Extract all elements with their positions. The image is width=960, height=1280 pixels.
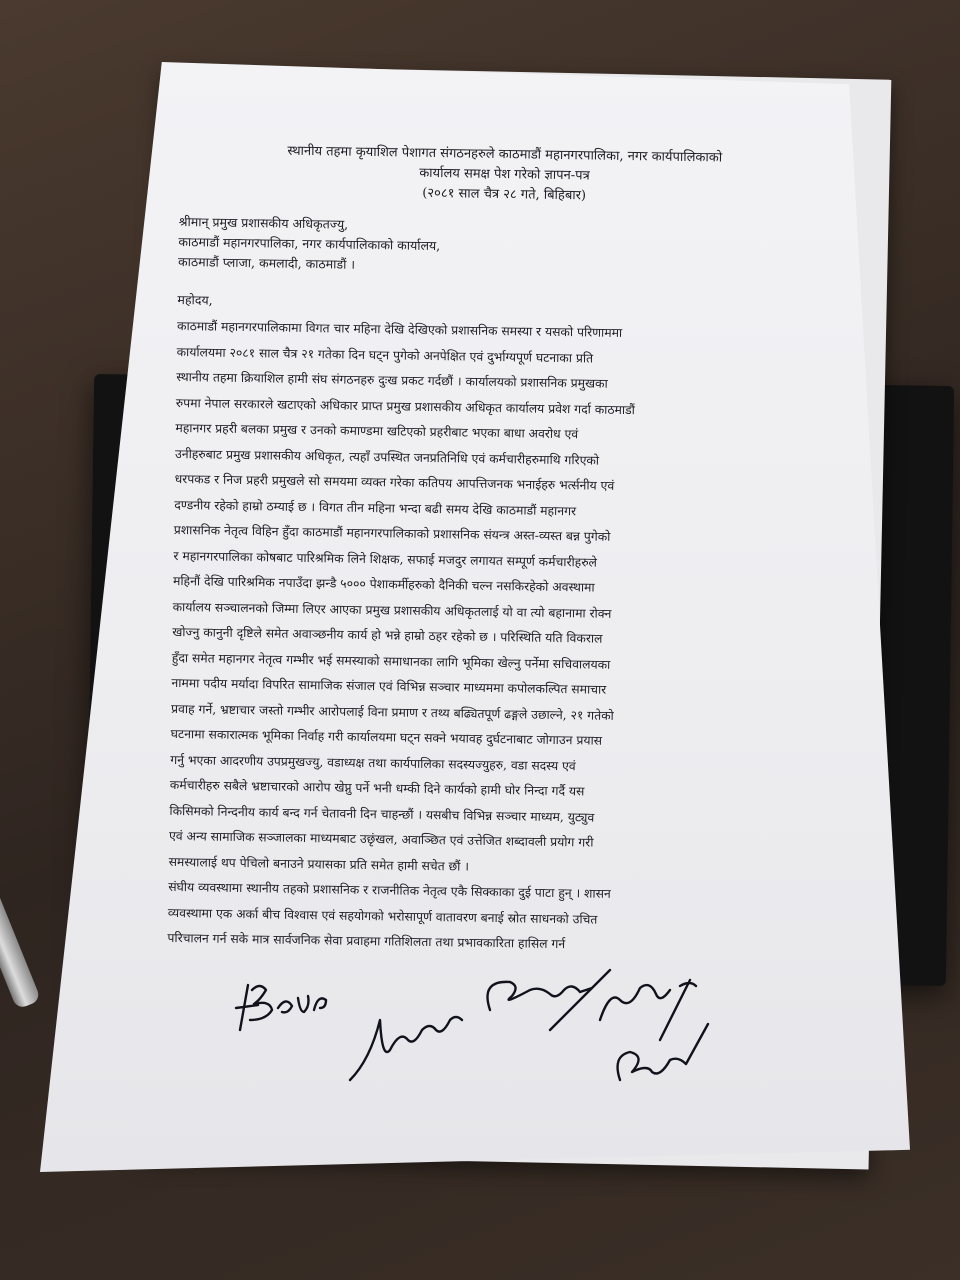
body-line: कार्यालय सञ्चालनको जिम्मा लिएर आएका प्रमुख प्रशासकीय अधिकृतलाई यो वा त्यो बहानामा रोक्न <box>172 599 612 621</box>
heading-date: (२०८१ साल चैत्र २८ गते, बिहिबार) <box>422 185 587 204</box>
body-line: उनीहरुबाट प्रमुख प्रशासकीय अधिकृत, त्यहाँ उपस्थित जनप्रतिनिधि एवं कर्मचारीहरुमाथि गरिएको <box>174 446 600 468</box>
signatures-drawing <box>200 960 740 1110</box>
heading-line: स्थानीय तहमा कृयाशिल पेशागत संगठनहरुले काठमाडौं महानगरपालिका, नगर कार्यपालिकाको <box>287 143 723 166</box>
body-line: किसिमको निन्दनीय कार्य बन्द गर्न चेतावनी दिन चाहन्छौं । यसबीच विभिन्न सञ्चार माध्यम, युट्युव <box>169 803 595 825</box>
signatures <box>200 960 740 1110</box>
salutation: महोदय, <box>177 291 213 308</box>
body-line: दण्डनीय रहेको हाम्रो ठम्याई छ । विगत तीन महिना भन्दा बढी समय देखि काठमाडौं महानगर <box>174 497 577 518</box>
body-line: प्रशासनिक नेतृत्व विहिन हुँदा काठमाडौं महानगरपालिकाको प्रशासनिक संयन्त्र अस्त-व्यस्त बन्न पुगेको <box>173 522 611 544</box>
body-line: खोज्नु कानुनी दृष्टिले समेत अवाञ्छनीय कार्य हो भन्ने हाम्रो ठहर रहेको छ । परिस्थिति यति विकराल <box>172 624 603 646</box>
signature-2 <box>350 1017 462 1080</box>
body-line: व्यवस्थामा एक अर्का बीच विश्वास एवं सहयोगको भरोसापूर्ण वातावरण बनाई स्रोत साधनको उचित <box>167 905 598 927</box>
body-line: समस्यालाई थप पेचिलो बनाउने प्रयासका प्रति समेत हामी सचेत छौं । <box>168 854 470 874</box>
body-line: कर्मचारीहरु सबैले भ्रष्टाचारको आरोप खेप्नु पर्ने भनी धम्की दिने कार्यको हामी घोर निन्दा गर्दै यस <box>169 777 585 799</box>
body-line: रुपमा नेपाल सरकारले खटाएको अधिकार प्राप्त प्रमुख प्रशासकीय अधिकृत कार्यालय प्रवेश गर्दा काठमाडौं <box>175 395 635 417</box>
letter-heading <box>179 140 830 210</box>
body-line: प्रवाह गर्ने, भ्रष्टाचार जस्तो गम्भीर आरोपलाई विना प्रमाण र तथ्य बढ्यितपूर्ण ढङ्गले उछाल्ने, २१ गतेको <box>170 701 614 723</box>
body-line: महिनौं देखि पारिश्रमिक नपाउँदा झन्डै ५००० पेशाकर्मीहरुको दैनिकी चल्न नसकिरहेको अवस्थामा <box>172 573 595 595</box>
recipient-address <box>178 212 829 282</box>
letter-content <box>167 140 830 962</box>
body-paragraph-2 <box>167 875 818 962</box>
address-line: काठमाडौं महानगरपालिका, नगर कार्यपालिकाको कार्यालय, <box>178 233 441 254</box>
signature-4 <box>600 980 708 1080</box>
body-line: हुँदा समेत महानगर नेतृत्व गम्भीर भई समस्याको समाधानका लागि भूमिका खेल्नु पर्नेमा सचिवालयका <box>171 650 611 672</box>
body-line: कार्यालयमा २०८१ साल चैत्र २१ गतेका दिन घट्न पुगेको अनपेक्षित एवं दुर्भाग्यपूर्ण घटनाका प्रति <box>176 344 594 366</box>
body-line: काठमाडौं महानगरपालिकामा विगत चार महिना देखि देखिएको प्रशासनिक समस्या र यसको परिणाममा <box>176 318 623 340</box>
body-paragraph-1 <box>168 314 827 885</box>
address-line: श्रीमान् प्रमुख प्रशासकीय अधिकृतज्यु, <box>178 213 349 232</box>
signature-1 <box>236 985 326 1030</box>
body-line: महानगर प्रहरी बलका प्रमुख र उनको कमाण्डमा खटिएको प्रहरीबाट भएका बाधा अवरोध एवं <box>175 420 579 442</box>
body-line: स्थानीय तहमा क्रियाशिल हामी संघ संगठनहरु दुःख प्रकट गर्दछौं । कार्यालयको प्रशासनिक प्रमुखका <box>176 369 608 391</box>
body-line: संघीय व्यवस्थामा स्थानीय तहको प्रशासनिक र राजनीतिक नेतृत्व एकै सिक्काका दुई पाटा हुन् । शासन <box>168 879 611 901</box>
signature-3 <box>488 970 611 1030</box>
address-line: काठमाडौं प्लाजा, कमलादी, काठमाडौं । <box>177 253 356 272</box>
body-line: परिचालन गर्न सके मात्र सार्वजनिक सेवा प्रवाहमा गतिशिलता तथा प्रभावकारिता हासिल गर्न <box>167 930 566 952</box>
heading-line: कार्यालय समक्ष पेश गरेको ज्ञापन-पत्र <box>419 165 590 184</box>
body-line: नाममा पदीय मर्यादा विपरित सामाजिक संजाल एवं विभिन्न सञ्चार माध्यममा कपोलकल्पित समाचार <box>171 675 607 697</box>
body-line: धरपकड र निज प्रहरी प्रमुखले सो समयमा व्यक्त गरेका कतिपय आपत्तिजनक भनाईहरु भर्त्सनीय एवं <box>174 471 615 493</box>
body-line: घटनामा सकारात्मक भूमिका निर्वाह गरी कार्यालयमा घट्न सक्ने भयावह दुर्घटनाबाट जोगाउन प्रयास <box>170 726 603 748</box>
body-line: र महानगरपालिका कोषबाट पारिश्रमिक लिने शिक्षक, सफाई मजदुर लगायत सम्पूर्ण कर्मचारीहरुले <box>173 548 598 570</box>
body-line: एवं अन्य सामाजिक सञ्जालका माध्यमबाट उछृंखल, अवाञ्छित एवं उत्तेजित शब्दावली प्रयोग गरी <box>168 828 594 850</box>
body-line: गर्नु भएका आदरणीय उपप्रमुखज्यु, वडाध्यक्ष तथा कार्यपालिका सदस्यज्युहरु, वडा सदस्य एवं <box>170 752 576 773</box>
